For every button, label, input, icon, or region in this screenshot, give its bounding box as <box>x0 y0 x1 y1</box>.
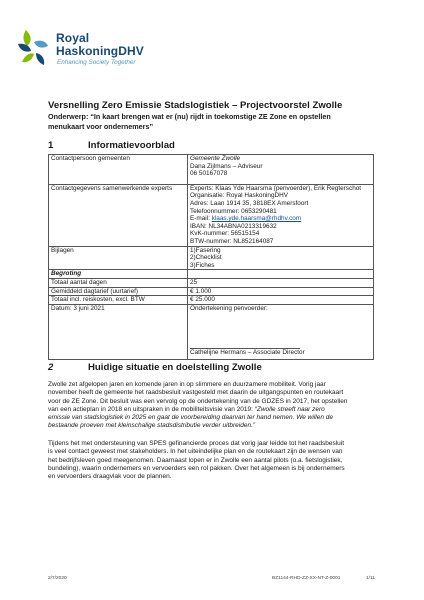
paragraph-line: is veel contact geweest met stakeholders. In het uiteindelijke plan en de routekaart zijn de wensen van <box>48 448 343 456</box>
table-row-attachments <box>49 246 374 270</box>
paragraph-line: november heeft de gemeente het raadsbesluit vastgesteld met daarin de uitgangspunten en routekaart <box>48 389 344 397</box>
attachments-value <box>188 246 374 270</box>
company-logo <box>16 28 156 80</box>
budget-label-total: Totaal incl. reiskosten, excl. BTW <box>49 296 188 305</box>
footer-page-number: 1/11 <box>366 576 375 581</box>
partners-address: Adres: Laan 1914 35, 3818EX Amersfoort <box>190 199 309 207</box>
footer-doc-id: BZ1144-RHD-ZZ-XX-NT-Z-0001 <box>272 576 341 581</box>
signer-name: Cathelijne Hermans – Associate Director <box>190 349 305 357</box>
budget-header: Begroting <box>49 270 188 279</box>
logo-brand-line2: HaskoningDHV <box>56 44 144 58</box>
email-link[interactable]: klaas.yde.haarsma@rhdhv.com <box>211 215 302 223</box>
budget-label-rate: Gemiddeld dagtarief (uurtarief) <box>49 287 188 296</box>
paragraph-line: Zwolle zet afgelopen jaren en komende jaren in op slimmere en duurzamere mobiliteit. Vorig jaar <box>48 381 326 388</box>
info-table <box>48 154 374 360</box>
contact-phone: 06 50167078 <box>190 170 228 178</box>
table-row-budget-header <box>49 270 374 279</box>
budget-value-total: € 25.000 <box>188 296 374 305</box>
logo-brand-line1: Royal <box>56 31 90 45</box>
attachments-label: Bijlagen <box>49 246 188 270</box>
partners-organisation: Organisatie: Royal HaskoningDHV <box>190 192 289 200</box>
contact-person: Dana Zijlmans – Adviseur <box>190 162 263 170</box>
signature-cell <box>188 304 374 359</box>
quote-line: emissie van stadslogistiek in 2025 en gaat de voorbereiding daarvan ter hand nemen. We willen de <box>48 414 333 422</box>
table-row-budget <box>49 287 374 296</box>
table-row-signature <box>49 304 374 359</box>
quote-start: “Zwolle streeft naar zero <box>254 405 325 413</box>
budget-value-rate: € 1.000 <box>188 287 374 296</box>
section-2-title: Huidige situatie en doelstelling Zwolle <box>88 362 262 373</box>
logo-tagline: Enhancing Society Together <box>57 59 136 66</box>
document-subject: Onderwerp: “In kaart brengen wat er (nu) rijdt in toekomstige ZE Zone en opstellen menukaart voor ondernemers” <box>48 112 331 131</box>
partners-btw: BTW-nummer: NL852164087 <box>190 237 274 245</box>
quote-line: bestaande proeven met kleinschalige stadsdistributie verder uitbreiden.” <box>48 422 256 430</box>
attachment-item: 2)Checklist <box>190 254 222 262</box>
section-1-title: Informatievoorblad <box>88 140 175 151</box>
paragraph-line-text: van een actieplan in 2018 en uitspraken in de mobiliteitsvisie van 2019: <box>48 405 253 413</box>
section-1-heading <box>48 140 175 151</box>
document-title: Versnelling Zero Emissie Stadslogistiek – Projectvoorstel Zwolle <box>48 100 343 111</box>
contact-value <box>188 155 374 185</box>
paragraph-line <box>48 406 378 414</box>
contact-org: Gemeente Zwolle <box>190 155 241 162</box>
section-2-number: 2 <box>48 362 54 373</box>
partners-experts: Experts: Klaas Yde Haarsma (penvoerder), Erik Regterschot <box>190 184 362 192</box>
partners-value <box>188 184 374 246</box>
section-2-heading <box>48 362 262 373</box>
table-row-partners <box>49 184 374 246</box>
attachment-item: 1)Fasering <box>190 246 221 254</box>
partners-email-row <box>190 215 371 223</box>
partners-phone: Telefoonnummer: 0653290481 <box>190 207 277 215</box>
attachment-item: 3)Fiches <box>190 261 215 269</box>
partners-kvk: KvK-nummer: 56515154 <box>190 230 260 238</box>
logo-mark-icon <box>16 28 54 72</box>
paragraph-line: bundeling), waarin ondernemers en vervoerders een rol pakken. Over het algemeen is bij ondernemers <box>48 464 345 472</box>
budget-value-days: 25 <box>188 278 374 287</box>
table-row-budget <box>49 296 374 305</box>
date-cell: Datum: 3 juni 2021 <box>49 304 188 359</box>
section-1-number: 1 <box>48 140 54 151</box>
budget-header-empty <box>188 270 374 279</box>
table-row-budget <box>49 278 374 287</box>
email-label: E-mail: <box>190 215 210 223</box>
paragraph-1 <box>48 381 378 431</box>
paragraph-2 <box>48 440 378 481</box>
signature-label: Ondertekening penvoerder: <box>190 304 268 312</box>
paragraph-line: voor de ZE Zone. Dit besluit was een vervolg op de ondertekening van de GDZES in 2017, het opstellen <box>48 397 348 405</box>
paragraph-line: en vervoerders draagvlak voor de plannen. <box>48 473 172 481</box>
paragraph-line: het bedrijfsleven goed meegenomen. Daarnaast lopen er in Zwolle een aantal pilots (o.a. fietslogistiek, <box>48 456 343 464</box>
partners-label: Contactgegevens samenwerkende experts <box>49 184 188 246</box>
contact-label: Contactpersoon gemeenten <box>49 155 188 185</box>
paragraph-line: Tijdens het met ondersteuning van SPES gefinancierde proces dat vorig jaar leidde tot het raadsbesluit <box>48 440 345 447</box>
footer-date: 2/7/2020 <box>48 576 67 581</box>
budget-label-days: Totaal aantal dagen <box>49 278 188 287</box>
table-row-contact <box>49 155 374 185</box>
partners-iban: IBAN: NL34ABNA0213319632 <box>190 222 277 230</box>
